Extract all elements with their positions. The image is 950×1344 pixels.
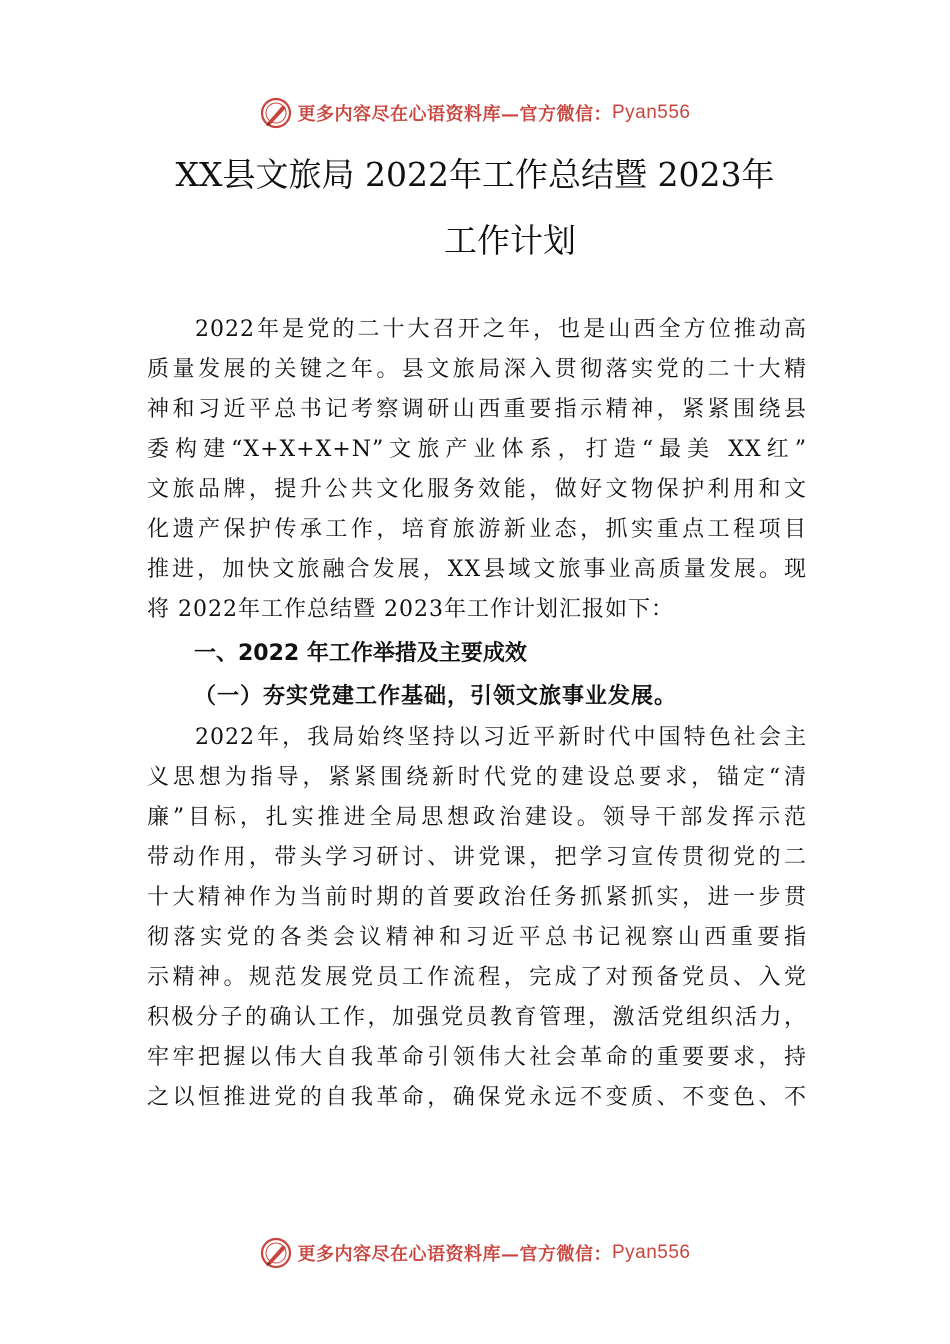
pen-seal-icon xyxy=(259,96,293,130)
body-line: 示精神。规范发展党员工作流程，完成了对预备党员、入党 xyxy=(147,965,807,990)
document-title-line1: XX县文旅局 2022年工作总结暨 2023年 xyxy=(175,155,775,194)
watermark-banner-top xyxy=(0,96,950,130)
intro-line: 2022年是党的二十大召开之年，也是山西全方位推动高 xyxy=(195,317,807,342)
intro-line: 质量发展的关键之年。县文旅局深入贯彻落实党的二十大精 xyxy=(147,357,807,382)
intro-line: 化遗产保护传承工作，培育旅游新业态，抓实重点工程项目 xyxy=(147,517,807,542)
body-line: 义思想为指导，紧紧围绕新时代党的建设总要求，锚定“清 xyxy=(147,765,807,790)
intro-paragraph xyxy=(147,310,807,630)
watermark-wechat-id: Pyan556 xyxy=(611,102,691,123)
watermark-banner-bottom xyxy=(0,1236,950,1270)
body-line: 之以恒推进党的自我革命，确保党永远不变质、不变色、不 xyxy=(147,1085,807,1110)
body-paragraph xyxy=(147,718,807,1118)
intro-line: 将 2022年工作总结暨 2023年工作计划汇报如下： xyxy=(147,597,674,622)
section-heading: 一、2022 年工作举措及主要成效 xyxy=(194,641,527,666)
watermark-wechat-id: Pyan556 xyxy=(611,1242,691,1263)
body-line: 带动作用，带头学习研讨、讲党课，把学习宣传贯彻党的二 xyxy=(147,845,807,870)
intro-line: 委构建“X+X+X+N”文旅产业体系，打造“最美 XX红” xyxy=(147,437,807,462)
body-line: 2022年，我局始终坚持以习近平新时代中国特色社会主 xyxy=(195,725,807,750)
watermark-text: 更多内容尽在心语资料库—官方微信： xyxy=(297,104,612,125)
subsection-heading: （一）夯实党建工作基础，引领文旅事业发展。 xyxy=(194,683,678,709)
body-line: 彻落实党的各类会议精神和习近平总书记视察山西重要指 xyxy=(147,925,807,950)
body-line: 十大精神作为当前时期的首要政治任务抓紧抓实，进一步贯 xyxy=(147,885,807,910)
body-line: 积极分子的确认工作，加强党员教育管理，激活党组织活力， xyxy=(147,1005,807,1030)
body-line: 牢牢把握以伟大自我革命引领伟大社会革命的重要要求，持 xyxy=(147,1045,807,1070)
document-title-line2: 工作计划 xyxy=(444,221,576,260)
watermark-text: 更多内容尽在心语资料库—官方微信： xyxy=(297,1244,612,1265)
intro-line: 神和习近平总书记考察调研山西重要指示精神，紧紧围绕县 xyxy=(147,397,807,422)
intro-line: 文旅品牌，提升公共文化服务效能，做好文物保护利用和文 xyxy=(147,477,807,502)
pen-seal-icon xyxy=(259,1236,293,1270)
intro-line: 推进，加快文旅融合发展，XX县域文旅事业高质量发展。现 xyxy=(147,557,807,582)
body-line: 廉”目标，扎实推进全局思想政治建设。领导干部发挥示范 xyxy=(147,805,807,830)
